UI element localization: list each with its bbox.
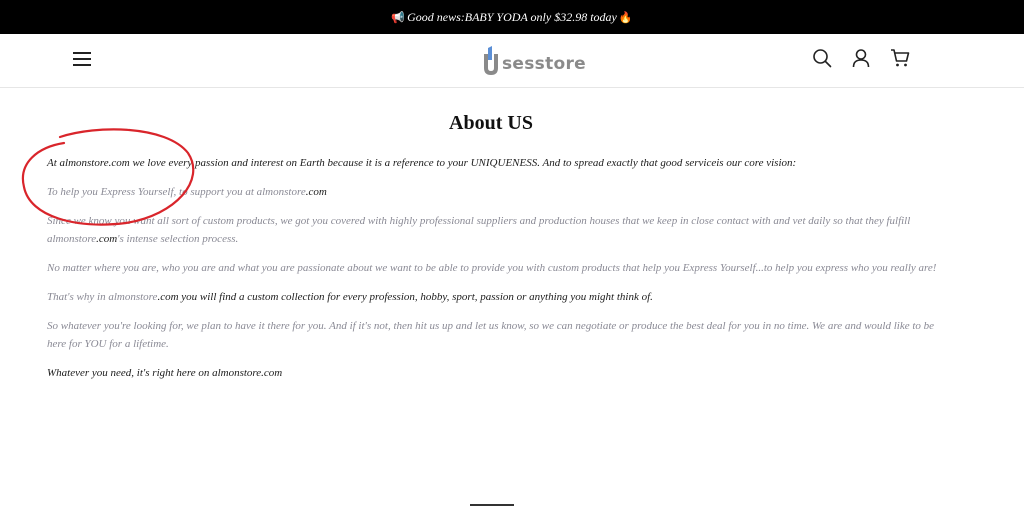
about-paragraph-3 <box>47 212 947 248</box>
paragraph-3-tail: 's intense selection process. <box>117 233 239 245</box>
announcement-text: Good news:BABY YODA only $32.98 today <box>407 9 617 24</box>
cart-icon[interactable] <box>890 48 910 68</box>
announcement-bar <box>0 0 1024 34</box>
fire-icon: 🔥 <box>618 11 633 24</box>
site-header <box>0 34 1024 88</box>
megaphone-icon: 📢 <box>391 11 406 24</box>
paragraph-5-text: That's why in almonstore <box>47 291 158 303</box>
paragraph-2-domain: .com <box>305 186 327 198</box>
about-paragraph-6: So whatever you're looking for, we plan to have it there for you. And if it's not, then hit us up and let us know, so we can negotiate or produce the best deal for you in no time. We are and would like to be here for YOU for a lifetime. <box>47 320 935 350</box>
store-logo[interactable] <box>481 42 586 76</box>
page-title: About US <box>449 112 533 134</box>
about-paragraph-5 <box>47 288 947 306</box>
search-icon[interactable] <box>812 48 832 68</box>
paragraph-3-text: Since we know you want all sort of custom products, we got you covered with highly professional suppliers and production houses that we keep in close contact with and vet daily so that they fulfill almonstore <box>47 215 911 245</box>
about-paragraph-4: No matter where you are, who you are and what you are passionate about we want to be able to provide you with custom products that help you Express Yourself...to help you express who you really are! <box>47 262 937 274</box>
paragraph-5-bold: .com you will find a custom collection for every profession, hobby, sport, passion or anything you might think of. <box>157 291 653 303</box>
about-paragraph-1: At almonstore.com we love every passion and interest on Earth because it is a reference to your UNIQUENESS. And to spread exactly that good serviceis our core vision: <box>47 157 797 169</box>
paragraph-3-domain: .com <box>96 233 118 245</box>
logo-text: sesstore <box>502 54 587 74</box>
about-content <box>47 87 947 393</box>
paragraph-2-text: To help you Express Yourself, to support you at almonstore <box>47 186 306 198</box>
logo-mark-icon <box>481 46 501 76</box>
bottom-divider <box>470 504 514 506</box>
account-icon[interactable] <box>851 48 871 68</box>
about-paragraph-7: Whatever you need, it's right here on almonstore.com <box>47 367 283 379</box>
about-paragraph-2 <box>47 183 947 201</box>
menu-icon[interactable] <box>73 52 91 66</box>
